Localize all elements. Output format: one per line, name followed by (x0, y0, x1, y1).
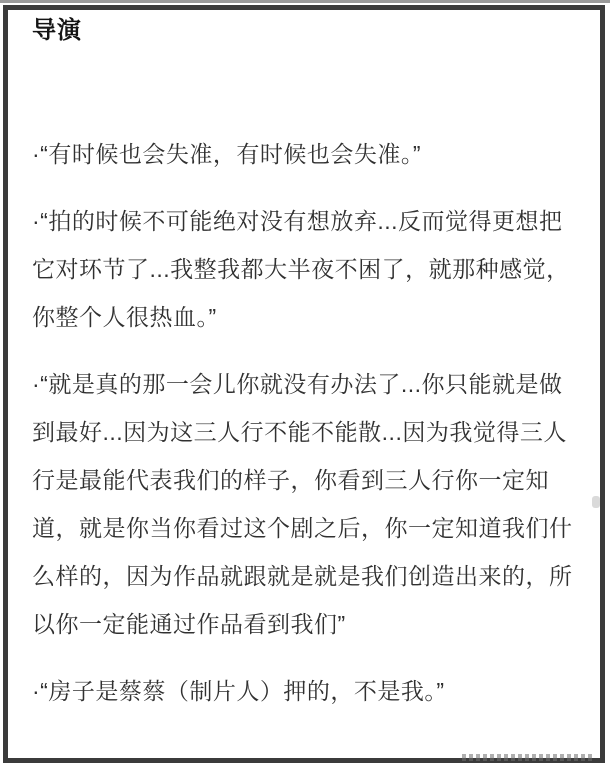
quote-card-content (8, 10, 600, 715)
quote-item: ·“房子是蔡蔡（制片人）押的，不是我。” (32, 678, 445, 704)
top-edge-line (0, 0, 610, 3)
quote-card (3, 5, 605, 763)
quote-item: ·“有时候也会失准，有时候也会失准。” (32, 141, 421, 167)
watermark-marks (462, 754, 595, 761)
quote-list (32, 130, 582, 715)
quote-item: ·“就是真的那一会儿你就没有办法了...你只能就是做到最好...因为这三人行不能不能散...因为我觉得三人行是最能代表我们的样子，你看到三人行你一定知道，就是你当你看过这个剧之后，你一定知道我们什么样的，因为作品就跟就是就是我们创造出来的，所以你一定能通过作品看到我们” (32, 371, 573, 637)
page-title: 导演 (32, 17, 82, 44)
quote-item: ·“拍的时候不可能绝对没有想放弃...反而觉得更想把它对环节了...我整我都大半夜不困了，就那种感觉，你整个人很热血。” (32, 208, 570, 330)
scrollbar-thumb[interactable] (592, 496, 600, 508)
